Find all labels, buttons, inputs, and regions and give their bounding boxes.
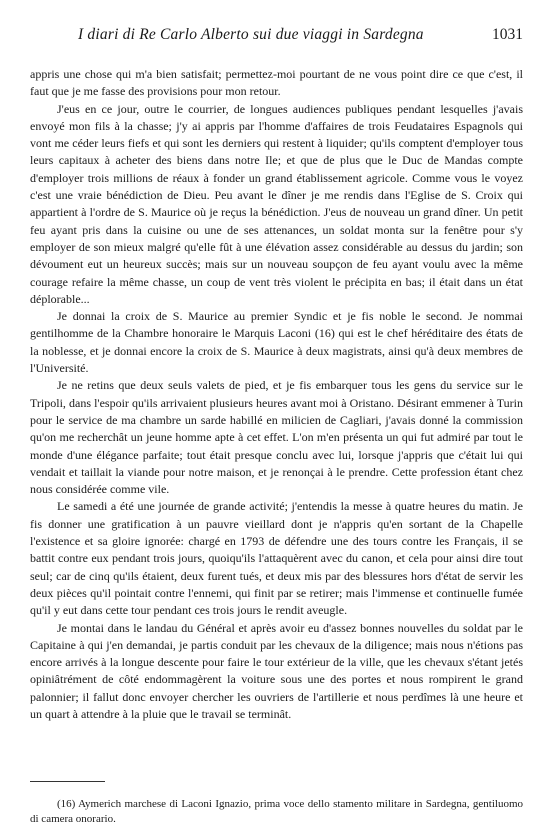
paragraph: Je donnai la croix de S. Maurice au premier Syndic et je fis noble le second. Je nommai gentilhomme de la Chambre honoraire le Marquis Laconi (16) qui est le chef héréditaire des états de la noblesse, et je donnai encore la croix de S. Maurice à deux magistrats, ainsi qu'à deux membres de l'Université. [30, 309, 523, 376]
body-text [30, 66, 523, 723]
paragraph: Je montai dans le landau du Général et après avoir eu d'assez bonnes nouvelles du soldat par le Capitaine à qui j'en demandai, je partis conduit par les chevaux de la diligence; mais nous n'étions pas encore arrivés à la longue descente pour faire le tour extérieur de la ville, que les chevaux s'étant jetés opiniâtrément de côté endommagèrent la voiture sous une des portes et nous rompirent le grand palonnier; il fallut donc envoyer chercher les ouvriers de l'artillerie et nous perdîmes là une heure et un quart à attendre à la pluie que le travail se terminât. [30, 620, 523, 721]
paragraph: Le samedi a été une journée de grande activité; j'entendis la messe à quatre heures du matin. Je fis donner une gratification à un pauvre vieillard dont je n'appris qu'en sortant de la Chapelle l'existence et sa gloire ignorée: chargé en 1793 de défendre une des tours contre les Français, il se battit contre eux pendant trois jours, quoiqu'ils l'attaquèrent avec du canon, et cela pour ainsi dire tout seul; car de cinq qu'ils étaient, deux furent tués, et deux mis par des blessures hors d'état de servir les deux pièces qu'il pointait contre l'ennemi, qui finit par se retirer; mais l'immense et continuelle fumée qu'il y eut dans cette tour pendant ces trois jours le rendit aveugle. [30, 499, 523, 618]
paragraph: appris une chose qui m'a bien satisfait; permettez-moi pourtant de ne vous point dire ce que c'est, il faut que je me fasse des provisions pour mon retour. [30, 67, 523, 99]
footnote-separator [30, 781, 105, 782]
page-number: 1031 [492, 26, 523, 43]
paragraph: Je ne retins que deux seuls valets de pied, et je fis embarquer tous les gens du service sur le Tripoli, dans l'espoir qu'ils arrivaient plusieurs heures avant moi à Oristano. Désirant emmener à Turin pour le service de ma chambre un sarde habillé en milicien de Cagliari, j'avais donné la commission qu'on me recherchât un jeune homme apte à cet effet. L'on m'en présenta un qui fut admiré par tout le monde d'une élégance parfaite; tout était presque conclu avec lui, lorsque j'appris que c'était lui qui vendait et taillait la viande pour notre maison, et je renonçai à le prendre. Cette profession étant chez nous considérée comme vile. [30, 378, 523, 497]
page-header [30, 26, 523, 50]
running-title: I diari di Re Carlo Alberto sui due viaggi in Sardegna [78, 26, 424, 43]
paragraph: J'eus en ce jour, outre le courrier, de longues audiences publiques pendant lesquelles j'avais envoyé mon fils à la chasse; j'y ai appris par l'homme d'affaires de trois Feudataires Espagnols qui vont me céder leurs fiefs et qui sont les derniers qui restent à liquider; qu'ils comptent d'employer tous leurs capitaux à acheter des biens dans notre Ile; et que de plus que le Duc de Mandas compte d'employer trois millions de réaux à fonder un grand établissement agricole. Comme vous le voyez c'est une vraie bénédiction de Dieu. Peu avant le dîner je me rendis dans l'Eglise de S. Croix qui appartient à l'ordre de S. Maurice où je reçus la bénédiction. J'eus de nouveau un grand dîner. Un petit feu ayant pris dans la cuisine ou une de ses attenances, un soldat monta sur la fenêtre pour s'y employer de son mieux malgré qu'elle fût à une élévation assez considérable au dessus du jardin; son dévoument eut un heureux succès; mais sur un nouveau soupçon de feu ayant voulu avec la même courage refaire la même chasse, un coup de vent très violent le précipita en bas; il était dans un état déplorable... [30, 101, 523, 306]
footnote: (16) Aymerich marchese di Laconi Ignazio, prima voce dello stamento militare in Sardegna, gentiluomo di camera onorario. [30, 798, 523, 825]
